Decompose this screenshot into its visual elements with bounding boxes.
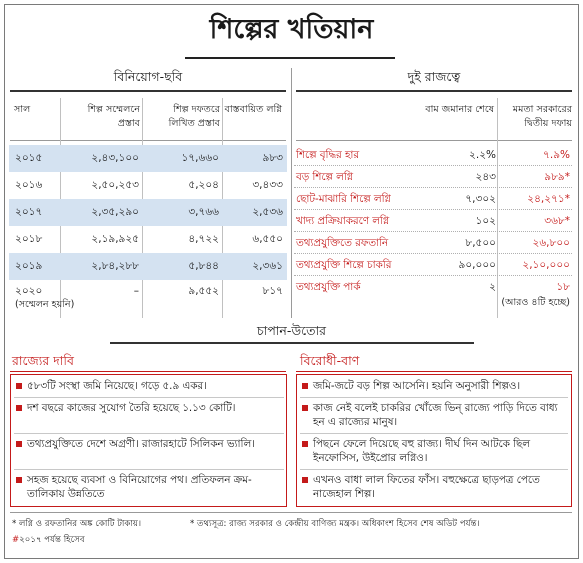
regimes-heading-rule: [296, 90, 572, 92]
claim-text: ৫৮৩টি সংস্থা জমি নিয়েছে। গড়ে ৫.৯ একর।: [27, 380, 207, 392]
divider: [14, 397, 284, 398]
bullet-square-icon: [302, 405, 308, 411]
bullet-square-icon: [302, 383, 308, 389]
center-divider: [291, 68, 292, 318]
cell-year: ২০১৬: [15, 179, 43, 191]
list-item: [16, 401, 284, 415]
claim-text: তথ্যপ্রযুক্তিতে দেশে অগ্রণী। রাজারহাটে সিলিকন ভ্যালি।: [27, 438, 255, 450]
cell-summit: ২,৩৫,২৯০: [91, 206, 139, 218]
opposition-text: পিছনে ফেলে দিয়েছে বহু রাজ্য। দীর্ঘ দিন আটকে ছিল ইনফোসিস, উইপ্রোর লগ্নিও।: [313, 438, 530, 465]
cell-summit: ২,১৯,৯২৫: [91, 233, 139, 245]
right-value: ৯৮৯*: [544, 171, 570, 183]
bullet-square-icon: [16, 441, 22, 447]
cell-year-note: (সম্মেলন হয়নি): [15, 299, 75, 310]
cell-written: ৯,৫৫২: [188, 285, 219, 297]
cell-realised: ২,৩৬১: [252, 260, 283, 272]
debate-heading-rule: [110, 342, 474, 344]
opposition-text: কাজ নেই বলেই চাকরির খোঁজে ভিন্ রাজ্যে পাড়ি দিতে বাধ্য হন এ রাজ্যের মানুষ।: [313, 402, 558, 429]
row-label: তথ্যপ্রযুক্তি পার্ক: [296, 281, 361, 293]
right-value: ৭.৯%: [543, 149, 570, 161]
left-value: ২: [489, 281, 496, 293]
regimes-header-rule: [296, 140, 572, 141]
cell-realised: ৩,৪৩৩: [252, 179, 283, 191]
cell-year: ২০১৮: [15, 233, 43, 245]
state-claim-heading: রাজ্যের দাবি: [12, 353, 74, 368]
list-item: [302, 473, 568, 501]
cell-written: ৪,৭২২: [188, 233, 219, 245]
left-value: ৮,৫০০: [465, 237, 496, 249]
footnote-rule: [10, 512, 572, 513]
col-header-written: শিল্প দফতরে লিখিত প্রস্তাব: [168, 104, 220, 129]
list-item: [302, 401, 568, 429]
cell-written: ১৭,৬৬০: [181, 152, 219, 164]
cell-summit: ২,৫০,২৫৩: [91, 179, 139, 191]
col-header-mamata: মমতা সরকারের দ্বিতীয় দফায়: [512, 104, 572, 129]
table-row: [294, 166, 572, 188]
table-row: [294, 188, 572, 210]
debate-heading: চাপান-উতোর: [256, 323, 327, 338]
cell-realised: ২,৫৩৬: [252, 206, 283, 218]
divider: [14, 469, 284, 470]
col-header-left-regime: বাম জমানার শেষে: [425, 104, 494, 115]
bullet-square-icon: [302, 477, 308, 483]
cell-realised: ৮১৭: [262, 285, 283, 297]
right-value-note: (আরও ৪টি হচ্ছে): [501, 297, 570, 308]
opposition-rule: [296, 371, 572, 372]
opposition-text: এখনও বাধা লাল ফিতের ফাঁস। বহুক্ষেত্রে ছাড়পত্র পেতে নাজেহাল শিল্প।: [313, 474, 540, 501]
investment-heading-rule: [10, 90, 286, 92]
cell-year: ২০১৭: [15, 206, 43, 218]
footnote-source: * তথ্যসূত্র: রাজ্য সরকার ও কেন্দ্রীয় বাণিজ্য মন্ত্রক। অধিকাংশ হিসেব শেষ অডিট পর্যন্ত।: [190, 519, 480, 529]
list-item: [16, 473, 284, 501]
col-header-summit: শিল্প সম্মেলনে প্রস্তাব: [87, 104, 140, 129]
row-label: তথ্যপ্রযুক্তি শিল্পে চাকরি: [296, 259, 392, 271]
cell-summit: ২,৮৪,২৮৮: [91, 260, 139, 272]
left-value: ৭,৩০২: [465, 193, 496, 205]
table-row: [294, 232, 572, 254]
list-item: [16, 379, 284, 393]
hash-mark: #: [12, 535, 20, 545]
table-row: [9, 199, 287, 226]
page-title: শিল্পের খতিয়ান: [209, 14, 374, 45]
cell-year: ২০১৯: [15, 260, 43, 272]
row-label: তথ্যপ্রযুক্তিতে রফতানি: [296, 237, 389, 249]
bullet-square-icon: [16, 383, 22, 389]
col-header-year: সাল: [14, 104, 31, 115]
list-item: [302, 437, 568, 465]
right-value: ২,১০,০০০: [522, 259, 570, 271]
footnote-period: [12, 534, 85, 546]
divider: [300, 433, 568, 434]
row-label: বড় শিল্পে লগ্নি: [296, 171, 353, 183]
table-row: [9, 226, 287, 253]
table-row: [294, 144, 572, 166]
row-label: ছোট-মাঝারি শিল্পে লগ্নি: [296, 193, 391, 205]
claim-text: দশ বছরে কাজের সুযোগ তৈরি হয়েছে ১.১৩ কোটি।: [27, 402, 236, 414]
cell-year: ২০২০: [15, 285, 43, 297]
left-value: ২৪৩: [475, 171, 496, 183]
cell-written: ৫,৮৪৪: [188, 260, 219, 272]
divider: [300, 397, 568, 398]
title-underline: [185, 57, 395, 59]
state-claim-rule: [10, 371, 286, 372]
cell-realised: ৬,৫৫০: [252, 233, 283, 245]
bullet-square-icon: [16, 477, 22, 483]
table-row: [294, 254, 572, 276]
col-header-realised: বাস্তবায়িত লগ্নি: [224, 104, 282, 115]
table-row: [9, 280, 287, 316]
cell-year: ২০১৫: [15, 152, 43, 164]
opposition-heading: বিরোধী-বাণ: [300, 353, 360, 368]
bullet-square-icon: [302, 441, 308, 447]
left-value: ২.২%: [469, 149, 496, 161]
divider: [300, 469, 568, 470]
claim-text: সহজ হয়েছে ব্যবসা ও বিনিয়োগের পথ। প্রতিফলন ক্রম-তালিকায় উন্নতিতে: [27, 474, 252, 501]
cell-written: ৫,২০৪: [188, 179, 219, 191]
right-value: ২৬,৮০০: [532, 237, 570, 249]
table-row: [294, 210, 572, 232]
investment-heading: বিনিয়োগ-ছবি: [113, 69, 183, 84]
two-regimes-heading: দুই রাজত্বে: [407, 69, 461, 84]
cell-written: ৩,৭৬৬: [188, 206, 219, 218]
right-value: ৩৬৮*: [544, 215, 570, 227]
table-row: [294, 276, 572, 316]
opposition-text: জমি-জটে বড় শিল্প আসেনি। হয়নি অনুসারী শিল্পও।: [313, 380, 521, 392]
table-row: [9, 253, 287, 280]
left-value: ৯০,০০০: [458, 259, 496, 271]
footnote-period-text: ২০১৭ পর্যন্ত হিসেব: [19, 535, 85, 545]
table-header-rule: [10, 140, 286, 141]
footnote-units: * লগ্নি ও রফতানির অঙ্ক কোটি টাকায়।: [12, 519, 142, 529]
table-row: [9, 145, 287, 172]
list-item: [302, 379, 568, 393]
divider: [14, 433, 284, 434]
cell-summit: ২,৪৩,১০০: [91, 152, 139, 164]
left-value: ১০২: [475, 215, 496, 227]
right-value: ১৮: [556, 281, 570, 293]
bullet-square-icon: [16, 405, 22, 411]
cell-summit: –: [133, 285, 139, 297]
row-label: খাদ্য প্রক্রিয়াকরণে লগ্নি: [296, 215, 390, 227]
right-value: ২৪,২৭১*: [527, 193, 570, 205]
list-item: [16, 437, 284, 451]
cell-realised: ৯৮৩: [262, 152, 283, 164]
row-label: শিল্পে বৃদ্ধির হার: [296, 149, 360, 161]
table-row: [9, 172, 287, 199]
